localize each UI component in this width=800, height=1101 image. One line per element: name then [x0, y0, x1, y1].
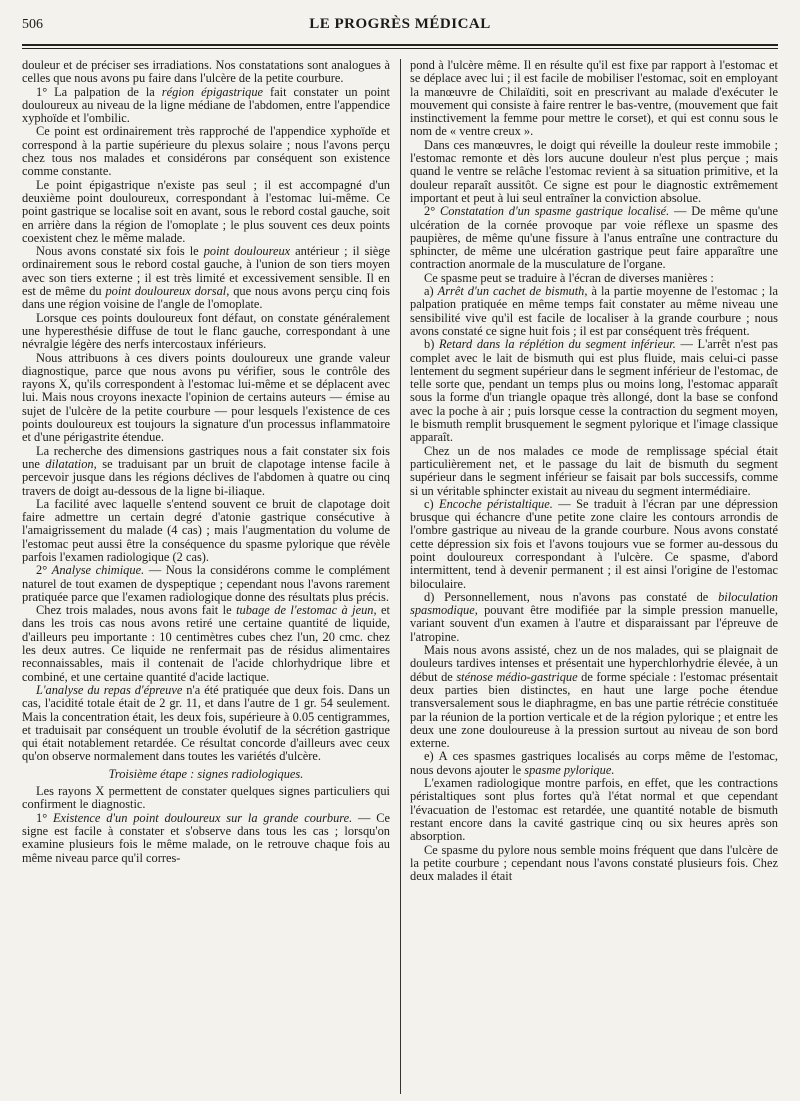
left-column [22, 59, 390, 1094]
journal-title: LE PROGRÈS MÉDICAL [309, 16, 491, 32]
right-column [410, 59, 778, 1094]
column-divider [400, 59, 401, 1094]
paragraph: Les rayons X permettent de constater quelques signes particuliers qui confirment le diagnostic. [22, 784, 390, 812]
paragraph: L'examen radiologique montre parfois, en effet, que les contractions péristaltiques sont plus fortes qu'à l'état normal et que cependant l'évacuation de l'estomac est retardée, une quantité notable de bismuth restant encore dans la cavité gastrique cinq ou six heures après son absorption. [410, 776, 778, 844]
paragraph: d) Personnellement, nous n'avons pas constaté de biloculation spasmodique, pouvant être modifiée par la simple pression manuelle, variant souvent d'un examen à l'autre et disparaissant par l'épreuve de l'atropine. [410, 589, 778, 644]
text-columns [22, 59, 778, 1094]
paragraph: 1° La palpation de la région épigastrique fait constater un point douloureux au niveau de la ligne médiane de l'abdomen, entre l'appendice xyphoïde et l'ombilic. [22, 84, 390, 126]
paragraph: Nous avons constaté six fois le point douloureux antérieur ; il siège ordinairement sous le rebord costal gauche, à l'union de son tiers moyen avec son tiers externe ; il est très limité et excessivement sensible. Il en est de même du point douloureux dorsal, que nous avons perçu cinq fois dans une région voisine de l'angle de l'omoplate. [22, 244, 390, 312]
paragraph: Dans ces manœuvres, le doigt qui réveille la douleur reste immobile ; l'estomac remonte et dès lors aucune douleur n'est plus perçue ; mais quand le ventre se relâche l'estomac revient à sa situation primitive, et la douleur reparaît aussitôt. Ce signe est pour le diagnostic extrêmement important et peut à lui seul entraîner la conviction absolue. [410, 137, 778, 205]
paragraph: 2° Analyse chimique. — Nous la considérons comme le complément naturel de tout examen de dyspeptique ; cependant nous l'avons rarement pratiquée parce que l'examen radiologique donne des résultats plus précis. [22, 563, 390, 604]
paragraph: La facilité avec laquelle s'entend souvent ce bruit de clapotage doit faire admettre un certain degré d'atonie gastrique consécutive à l'amaigrissement du malade (4 cas) ; mais l'augmentation du volume de l'estomac peut aussi être la conséquence du spasme pylorique que révèle parfois l'examen radiologique (2 cas). [22, 496, 390, 564]
paragraph: e) A ces spasmes gastriques localisés au corps même de l'estomac, nous devons ajouter le spasme pylorique. [410, 749, 778, 777]
header-rule-thin [22, 48, 778, 49]
header-rule-thick [22, 44, 778, 46]
page-number: 506 [22, 17, 43, 32]
paragraph: c) Encoche péristaltique. — Se traduit à l'écran par une dépression brusque qui échancre d'une petite zone claire les contours arrondis de l'ombre gastrique au niveau de la grande courbure. Nous avons constaté cette dépression six fois et l'avons toujours vue se former au-dessous du point douloureux correspondant à l'ulcère. Ce spasme, d'abord intermittent, tend à devenir permanent ; il est ainsi l'origine de l'estomac biloculaire. [410, 496, 778, 591]
paragraph: a) Arrêt d'un cachet de bismuth, à la partie moyenne de l'estomac ; la palpation pratiquée en même temps fait constater au même niveau une sensibilité vive qu'il est facile de localiser à la grande courbure ; nous avons constaté ce signe huit fois ; il est par conséquent très fréquent. [410, 284, 778, 338]
section-title: Troisième étape : signes radiologiques. [108, 766, 304, 781]
paragraph: pond à l'ulcère même. Il en résulte qu'il est fixe par rapport à l'estomac et se déplace avec lui ; il est facile de mobiliser l'estomac, soit en employant la manœuvre de Chilaïditi, soit en prescrivant au malade d'exécuter le mouvement qui consiste à faire rentrer le bas-ventre, (mouvement que fait instinctivement la femme pour mettre le corset), et qui est connu sous le nom de « ventre creux ». [410, 59, 778, 139]
paragraph: Chez trois malades, nous avons fait le tubage de l'estomac à jeun, et dans les trois cas nous avons retiré une certaine quantité de liquide, d'ailleurs peu importante : 10 centimètres cubes chez l'un, 20 cmc. chez les deux autres. Ce liquide ne renfermait pas de résidus alimentaires reconnaissables, mais il contenait de l'acide chlorhydrique libre et combiné, et une certaine quantité d'acide lactique. [22, 603, 390, 684]
paragraph: Mais nous avons assisté, chez un de nos malades, qui se plaignait de douleurs tardives intenses et présentait une hyperchlorhydrie élevée, à un début de sténose médio-gastrique de forme spéciale : l'estomac présentait deux parties bien distinctes, en haut une large poche étendue transversalement sous le diaphragme, en bas une partie rétrécie constituée par la réunion de la portion verticale et de la région pylorique ; et entre les deux une zone douloureuse à la pression surtout au niveau de son bord externe. [410, 643, 778, 751]
paragraph: Ce spasme du pylore nous semble moins fréquent que dans l'ulcère de la petite courbure ; cependant nous l'avons constaté plusieurs fois. Chez deux malades il était [410, 842, 778, 884]
paragraph: Nous attribuons à ces divers points douloureux une grande valeur diagnostique, parce que nous avons pu vérifier, sous le contrôle des rayons X, qu'ils correspondent à l'estomac lui-même et se déplacent avec lui. Mais nous croyons inexacte l'opinion de certains auteurs — émise au sujet de l'ulcère de la petite courbure — pour lesquels l'existence de ces points douloureux est toujours la signature d'un processus inflammatoire et d'une périgastrite étendue. [22, 350, 390, 445]
paragraph: Chez un de nos malades ce mode de remplissage spécial était particulièrement net, et le passage du lait de bismuth du segment supérieur dans le segment inférieur se faisait par bols successifs, comme si un véritable sphincter existait au niveau du segment intermédiaire. [410, 443, 778, 498]
paragraph: Ce point est ordinairement très rapproché de l'appendice xyphoïde et correspond à la partie supérieure du plexus solaire ; nous l'avons perçu chez tous nos malades et considérons par conséquent son existence comme constante. [22, 124, 390, 179]
page-header [22, 16, 778, 38]
paragraph: Ce spasme peut se traduire à l'écran de diverses manières : [424, 270, 714, 285]
paragraph: b) Retard dans la réplétion du segment inférieur. — L'arrêt n'est pas complet avec le lait de bismuth qui est plus fluide, mais celui-ci passe lentement du segment supérieur dans le segment inférieur de l'estomac, de telle sorte que, pendant un temps plus ou moins long, l'estomac apparaît sous la forme d'un triangle opaque très allongé, dont la base se confond avec la poche à air ; puis lorsque cesse la contraction du segment moyen, le bismuth remplit brusquement le segment pylorique et l'image classique apparaît. [410, 337, 778, 445]
paragraph: douleur et de préciser ses irradiations. Nos constatations sont analogues à celles que nous avons pu faire dans l'ulcère de la petite courbure. [22, 59, 390, 86]
paragraph: Le point épigastrique n'existe pas seul ; il est accompagné d'un deuxième point douloureux, correspondant à l'estomac lui-même. Ce point gastrique se localise soit en avant, sous le rebord costal gauche, soit en arrière dans la région de l'omoplate ; le plus souvent ces deux points coexistent chez le même malade. [22, 177, 390, 245]
paragraph: 1° Existence d'un point douloureux sur la grande courbure. — Ce signe est facile à constater et s'observe dans tous les cas ; lorsqu'on examine plusieurs fois le même malade, on le retrouve chaque fois au même niveau parce qu'il corres- [22, 810, 390, 865]
paragraph: La recherche des dimensions gastriques nous a fait constater six fois une dilatation, se traduisant par un bruit de clapotage intense facile à percevoir jusque dans les régions déclives de l'abdomen à quatre ou cinq travers de doigt au-dessous de la ligne bi-iliaque. [22, 443, 390, 498]
paragraph: 2° Constatation d'un spasme gastrique localisé. — De même qu'une ulcération de la cornée provoque par voie réflexe un spasme des paupières, de même qu'une fissure à l'anus entraîne une contracture du sphincter, de même une ulcération gastrique peut faire apparaître une contraction anormale de la musculature de l'organe. [410, 204, 778, 272]
paragraph: L'analyse du repas d'épreuve n'a été pratiquée que deux fois. Dans un cas, l'acidité totale était de 2 gr. 11, et dans l'autre de 1 gr. 54 seulement. Mais la concentration était, les deux fois, supérieure à 0.05 centigrammes, et traduisait par conséquent un trouble évolutif de la sécrétion gastrique qui était notablement retardée. Ce résultat concorde d'ailleurs avec ceux qu'on observe normalement dans toutes les variétés d'ulcère. [22, 682, 390, 764]
paragraph: Lorsque ces points douloureux font défaut, on constate généralement une hyperesthésie diffuse de tout le flanc gauche, correspondant à une névralgie légère des nerfs intercostaux inférieurs. [22, 310, 390, 352]
